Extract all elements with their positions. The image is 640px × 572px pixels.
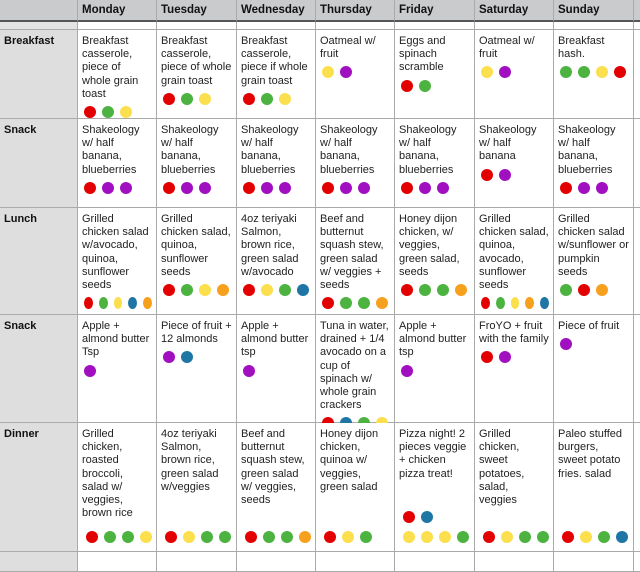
meal-text: Honey dijon chicken, quinoa w/ veggies, green salad — [320, 428, 379, 493]
red-dot-icon — [403, 511, 415, 523]
blue-dot-icon — [616, 531, 628, 543]
green-dot-icon — [104, 531, 116, 543]
empty-cell[interactable] — [316, 552, 395, 572]
row-label-snack[interactable]: Snack — [0, 119, 78, 208]
purple-dot-icon — [578, 182, 590, 194]
meal-text: Grilled chicken salad w/sunflower or pumpkin seeds — [558, 213, 629, 278]
red-dot-icon — [401, 80, 413, 92]
purple-dot-icon — [261, 182, 273, 194]
column-header-thursday[interactable]: Thursday — [316, 0, 395, 22]
meal-text: 4oz teriyaki Salmon, brown rice, green salad w/avocado — [241, 213, 299, 278]
purple-dot-icon — [340, 182, 352, 194]
red-dot-icon — [401, 284, 413, 296]
color-dots — [399, 182, 470, 194]
purple-dot-icon — [499, 351, 511, 363]
yellow-dot-icon — [140, 531, 152, 543]
empty-cell[interactable] — [78, 552, 157, 572]
meal-text: Shakeology w/ half banana, blueberries — [82, 124, 140, 176]
meal-text: Breakfast casserole, piece of whole grain toast — [82, 35, 139, 100]
spacer-cell[interactable] — [237, 22, 316, 30]
yellow-dot-icon — [114, 297, 123, 309]
purple-dot-icon — [120, 182, 132, 194]
meal-text: Honey dijon chicken, w/ veggies, green salad, seeds — [399, 213, 460, 278]
meal-text: Piece of fruit — [558, 320, 620, 332]
color-dots — [560, 523, 628, 543]
meal-text: Shakeology w/ half banana, blueberries — [399, 124, 457, 176]
red-dot-icon — [243, 182, 255, 194]
meal-text: Eggs and spinach scramble — [399, 35, 446, 74]
color-dots — [243, 523, 311, 543]
green-dot-icon — [201, 531, 213, 543]
meal-text: Shakeology w/ half banana, blueberries — [241, 124, 299, 176]
meal-text: Breakfast casserole, piece if whole grain toast — [241, 35, 308, 87]
meal-cell[interactable] — [316, 315, 395, 423]
color-dots — [161, 351, 232, 363]
spacer-cell[interactable] — [634, 22, 640, 30]
yellow-dot-icon — [580, 531, 592, 543]
orange-dot-icon — [596, 284, 608, 296]
purple-dot-icon — [560, 338, 572, 350]
orange-dot-icon — [143, 297, 152, 309]
meal-cell[interactable] — [237, 119, 316, 208]
yellow-dot-icon — [120, 106, 132, 118]
color-dots — [82, 182, 152, 194]
meal-cell[interactable] — [554, 208, 634, 315]
color-dots — [479, 66, 549, 78]
green-dot-icon — [519, 531, 531, 543]
orange-dot-icon — [525, 297, 534, 309]
purple-dot-icon — [596, 182, 608, 194]
yellow-dot-icon — [439, 531, 451, 543]
meal-text: Shakeology w/ half banana, blueberries — [320, 124, 378, 176]
yellow-dot-icon — [481, 66, 493, 78]
green-dot-icon — [560, 284, 572, 296]
red-dot-icon — [614, 66, 626, 78]
extra-cell[interactable] — [634, 315, 640, 423]
meal-cell[interactable] — [78, 208, 157, 315]
yellow-dot-icon — [322, 66, 334, 78]
green-dot-icon — [181, 284, 193, 296]
spacer-cell[interactable] — [78, 22, 157, 30]
red-dot-icon — [163, 284, 175, 296]
meal-text: Grilled chicken, roasted broccoli, salad w/ veggies, brown rice — [82, 428, 133, 520]
meal-text: Apple + almond butter Tsp — [82, 320, 150, 359]
color-dots — [322, 523, 372, 543]
color-dots — [558, 284, 629, 296]
meal-text: Beef and butternut squash stew, green salad w/ veggies, seeds — [241, 428, 305, 507]
row-label-lunch[interactable]: Lunch — [0, 208, 78, 315]
meal-cell[interactable] — [237, 30, 316, 119]
color-dots — [479, 351, 549, 363]
color-dots — [558, 338, 629, 350]
spacer-cell[interactable] — [554, 22, 634, 30]
empty-cell[interactable] — [475, 552, 554, 572]
color-dots — [82, 106, 152, 118]
meal-cell[interactable] — [316, 208, 395, 315]
meal-cell[interactable] — [554, 119, 634, 208]
meal-text: Beef and butternut squash stew, green salad w/ veggies + seeds — [320, 213, 384, 292]
meal-cell[interactable] — [554, 30, 634, 119]
color-dots — [399, 80, 470, 92]
meal-cell[interactable] — [475, 30, 554, 119]
color-dots — [320, 182, 390, 194]
green-dot-icon — [598, 531, 610, 543]
meal-text: Paleo stuffed burgers, sweet potato fries. salad — [558, 428, 623, 480]
orange-dot-icon — [376, 297, 388, 309]
spacer-cell[interactable] — [0, 22, 78, 30]
meal-text: Pizza night! 2 pieces veggie + chicken pizza treat! — [399, 428, 467, 480]
meal-text: Grilled chicken salad, quinoa, avocado, sunflower seeds — [479, 213, 549, 292]
empty-cell[interactable] — [0, 552, 78, 572]
meal-text: Tuna in water, drained + 1/4 avocado on a cup of spinach w/ whole grain crackers — [320, 320, 389, 412]
spacer-cell[interactable] — [395, 22, 475, 30]
meal-cell[interactable] — [475, 208, 554, 315]
meal-cell[interactable] — [157, 208, 237, 315]
color-dots — [320, 66, 390, 78]
red-dot-icon — [84, 297, 93, 309]
red-dot-icon — [165, 531, 177, 543]
green-dot-icon — [560, 66, 572, 78]
green-dot-icon — [281, 531, 293, 543]
purple-dot-icon — [84, 365, 96, 377]
color-dots — [558, 182, 629, 194]
orange-dot-icon — [217, 284, 229, 296]
yellow-dot-icon — [261, 284, 273, 296]
color-dots — [241, 182, 311, 194]
red-dot-icon — [163, 182, 175, 194]
yellow-dot-icon — [199, 284, 211, 296]
color-dots — [161, 93, 232, 105]
column-header-extra[interactable] — [634, 0, 640, 22]
green-dot-icon — [578, 66, 590, 78]
empty-cell[interactable] — [634, 552, 640, 572]
meal-cell[interactable] — [475, 119, 554, 208]
color-dots — [82, 365, 152, 377]
meal-cell[interactable] — [395, 30, 475, 119]
meal-text: Grilled chicken, sweet potatoes, salad, veggies — [479, 428, 525, 507]
red-dot-icon — [324, 531, 336, 543]
meal-cell[interactable] — [157, 30, 237, 119]
green-dot-icon — [358, 297, 370, 309]
color-dots — [163, 523, 231, 543]
purple-dot-icon — [401, 365, 413, 377]
meal-text: Shakeology w/ half banana — [479, 124, 537, 163]
meal-cell[interactable] — [475, 315, 554, 423]
purple-dot-icon — [358, 182, 370, 194]
green-dot-icon — [457, 531, 469, 543]
color-dots — [399, 365, 470, 377]
color-dots — [481, 523, 549, 543]
color-dots — [161, 284, 232, 296]
meal-cell[interactable] — [78, 315, 157, 423]
meal-cell[interactable] — [316, 30, 395, 119]
meal-cell[interactable] — [78, 119, 157, 208]
green-dot-icon — [496, 297, 505, 309]
meal-text: Apple + almond butter tsp — [399, 320, 467, 359]
green-dot-icon — [419, 284, 431, 296]
purple-dot-icon — [199, 182, 211, 194]
meal-text: Apple + almond butter tsp — [241, 320, 309, 359]
color-dots — [558, 66, 629, 78]
purple-dot-icon — [279, 182, 291, 194]
yellow-dot-icon — [183, 531, 195, 543]
meal-cell[interactable] — [395, 423, 475, 552]
red-dot-icon — [322, 182, 334, 194]
green-dot-icon — [181, 93, 193, 105]
color-dots — [161, 182, 232, 194]
meal-cell[interactable] — [316, 119, 395, 208]
column-header-sunday[interactable]: Sunday — [554, 0, 634, 22]
color-dots — [84, 523, 152, 543]
green-dot-icon — [122, 531, 134, 543]
blue-dot-icon — [128, 297, 137, 309]
red-dot-icon — [481, 169, 493, 181]
meal-text: Oatmeal w/ fruit — [479, 35, 535, 61]
green-dot-icon — [360, 531, 372, 543]
green-dot-icon — [279, 284, 291, 296]
meal-text: Breakfast casserole, piece of whole grain toast — [161, 35, 232, 87]
meal-cell[interactable] — [157, 423, 237, 552]
red-dot-icon — [481, 297, 490, 309]
meal-text: Breakfast hash. — [558, 35, 605, 61]
row-label-breakfast[interactable]: Breakfast — [0, 30, 78, 119]
meal-cell[interactable] — [395, 119, 475, 208]
extra-cell[interactable] — [634, 30, 640, 119]
orange-dot-icon — [455, 284, 467, 296]
meal-text: Shakeology w/ half banana, blueberries — [558, 124, 616, 176]
orange-dot-icon — [299, 531, 311, 543]
corner-header-cell[interactable] — [0, 0, 78, 22]
red-dot-icon — [560, 182, 572, 194]
meal-cell[interactable] — [554, 315, 634, 423]
extra-cell[interactable] — [634, 119, 640, 208]
blue-dot-icon — [540, 297, 549, 309]
purple-dot-icon — [499, 66, 511, 78]
meal-cell[interactable] — [395, 315, 475, 423]
yellow-dot-icon — [596, 66, 608, 78]
column-header-saturday[interactable]: Saturday — [475, 0, 554, 22]
purple-dot-icon — [243, 365, 255, 377]
meal-cell[interactable] — [157, 315, 237, 423]
yellow-dot-icon — [421, 531, 433, 543]
spacer-cell[interactable] — [475, 22, 554, 30]
purple-dot-icon — [102, 182, 114, 194]
meal-cell[interactable] — [554, 423, 634, 552]
spacer-cell[interactable] — [316, 22, 395, 30]
color-dots — [479, 297, 549, 309]
red-dot-icon — [163, 93, 175, 105]
color-dots — [241, 93, 311, 105]
red-dot-icon — [245, 531, 257, 543]
empty-cell[interactable] — [157, 552, 237, 572]
red-dot-icon — [322, 297, 334, 309]
spacer-cell[interactable] — [157, 22, 237, 30]
meal-cell[interactable] — [78, 30, 157, 119]
row-label-dinner[interactable]: Dinner — [0, 423, 78, 552]
color-dots — [399, 284, 470, 296]
purple-dot-icon — [181, 182, 193, 194]
yellow-dot-icon — [199, 93, 211, 105]
red-dot-icon — [481, 351, 493, 363]
color-dots — [82, 297, 152, 309]
blue-dot-icon — [297, 284, 309, 296]
green-dot-icon — [537, 531, 549, 543]
empty-cell[interactable] — [395, 552, 475, 572]
purple-dot-icon — [340, 66, 352, 78]
green-dot-icon — [99, 297, 108, 309]
color-dots — [241, 365, 311, 377]
red-dot-icon — [84, 106, 96, 118]
purple-dot-icon — [419, 182, 431, 194]
red-dot-icon — [483, 531, 495, 543]
yellow-dot-icon — [403, 531, 415, 543]
extra-cell[interactable] — [634, 208, 640, 315]
red-dot-icon — [243, 93, 255, 105]
color-dots — [320, 297, 390, 309]
red-dot-icon — [243, 284, 255, 296]
green-dot-icon — [261, 93, 273, 105]
green-dot-icon — [340, 297, 352, 309]
column-header-friday[interactable]: Friday — [395, 0, 475, 22]
meal-text: Shakeology w/ half banana, blueberries — [161, 124, 219, 176]
red-dot-icon — [84, 182, 96, 194]
red-dot-icon — [86, 531, 98, 543]
green-dot-icon — [419, 80, 431, 92]
meal-cell[interactable] — [237, 423, 316, 552]
meal-text: FroYO + fruit with the family — [479, 320, 549, 346]
meal-text: Piece of fruit + 12 almonds — [161, 320, 232, 346]
green-dot-icon — [102, 106, 114, 118]
empty-cell[interactable] — [237, 552, 316, 572]
yellow-dot-icon — [501, 531, 513, 543]
meal-text: Oatmeal w/ fruit — [320, 35, 376, 61]
meal-cell[interactable] — [78, 423, 157, 552]
color-dots — [401, 503, 469, 543]
meal-text: Grilled chicken salad, quinoa, sunflower seeds — [161, 213, 231, 278]
meal-cell[interactable] — [237, 315, 316, 423]
purple-dot-icon — [437, 182, 449, 194]
meal-text: 4oz teriyaki Salmon, brown rice, green salad w/veggies — [161, 428, 219, 493]
color-dots — [479, 169, 549, 181]
column-header-tuesday[interactable]: Tuesday — [157, 0, 237, 22]
color-dots — [241, 284, 311, 296]
purple-dot-icon — [499, 169, 511, 181]
red-dot-icon — [401, 182, 413, 194]
meal-cell[interactable] — [395, 208, 475, 315]
purple-dot-icon — [163, 351, 175, 363]
meal-cell[interactable] — [157, 119, 237, 208]
meal-cell[interactable] — [316, 423, 395, 552]
yellow-dot-icon — [511, 297, 520, 309]
column-header-monday[interactable]: Monday — [78, 0, 157, 22]
red-dot-icon — [562, 531, 574, 543]
green-dot-icon — [263, 531, 275, 543]
meal-cell[interactable] — [237, 208, 316, 315]
meal-text: Grilled chicken salad w/avocado, quinoa, sunflower seeds — [82, 213, 149, 292]
green-dot-icon — [437, 284, 449, 296]
yellow-dot-icon — [342, 531, 354, 543]
row-label-snack[interactable]: Snack — [0, 315, 78, 423]
extra-cell[interactable] — [634, 423, 640, 552]
column-header-wednesday[interactable]: Wednesday — [237, 0, 316, 22]
empty-cell[interactable] — [554, 552, 634, 572]
blue-dot-icon — [181, 351, 193, 363]
blue-dot-icon — [421, 511, 433, 523]
red-dot-icon — [578, 284, 590, 296]
meal-cell[interactable] — [475, 423, 554, 552]
yellow-dot-icon — [279, 93, 291, 105]
green-dot-icon — [219, 531, 231, 543]
